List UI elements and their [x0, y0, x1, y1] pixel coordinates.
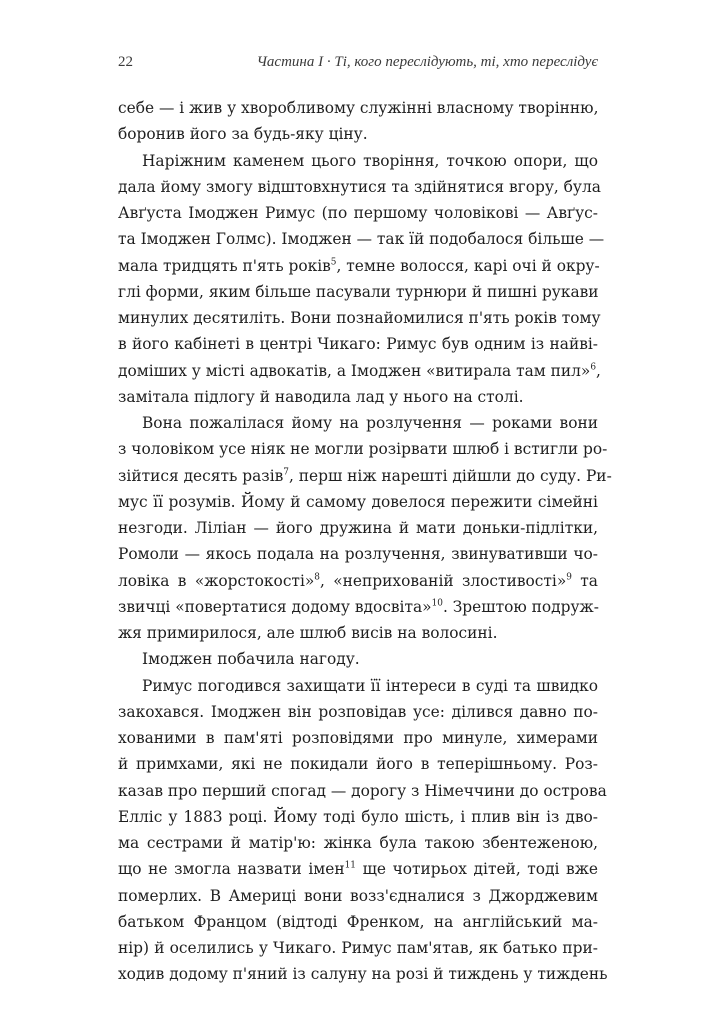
page-number: 22	[118, 54, 133, 70]
line-text: доміших у місті адвокатів, а Імоджен «витирала там пил»	[118, 361, 591, 380]
footnote-ref: 9	[566, 571, 572, 582]
line-text: мала тридцять п'ять років	[118, 256, 331, 275]
text-line	[118, 463, 612, 489]
text-line	[118, 148, 598, 174]
text-line	[118, 174, 601, 200]
line-text: Римус погодився захищати її інтереси в суді та швидко	[142, 676, 598, 695]
line-text: зійтися десять разів	[118, 466, 284, 485]
line-text: ще чотирьох дітей, тоді вже	[355, 860, 598, 879]
line-text: ,	[596, 361, 601, 380]
text-line	[118, 778, 607, 804]
line-text: закохався. Імоджен він розповідав усе: ділився давно по-	[118, 702, 598, 721]
line-text: мус її розумів. Йому й самому довелося пережити сімейні	[118, 492, 598, 511]
footnote-ref: 7	[283, 466, 289, 477]
text-line	[118, 305, 601, 331]
text-line	[118, 699, 598, 725]
text-line	[118, 253, 598, 279]
line-text: ходив додому п'яний із салуну на розі й тиждень у тиждень	[118, 965, 608, 984]
line-text: боронив його за будь-яку ціну.	[118, 125, 368, 144]
text-line	[118, 594, 598, 620]
line-text: Імоджен побачила нагоду.	[142, 650, 360, 669]
text-line	[118, 436, 608, 462]
line-text: померлих. В Америці вони возз'єдналися з Джорджевим	[118, 886, 598, 905]
line-text: Вона пожалілася йому на розлучення — роками вони	[142, 414, 598, 432]
text-line	[118, 725, 598, 751]
line-text: нір) й оселились у Чикаго. Римус пам'ятав, як батько при-	[118, 939, 598, 957]
line-text: замітала підлогу й наводила лад у нього на столі.	[118, 387, 524, 406]
text-line	[118, 673, 598, 699]
line-text: з чоловіком усе ніяк не могли розірвати шлюб і встигли ро-	[118, 440, 608, 459]
line-text: , перш ніж нарешті дійшли до суду. Ри-	[288, 466, 612, 485]
text-line	[118, 331, 598, 357]
line-text: що не змогла назвати імен	[118, 860, 345, 879]
text-line	[118, 279, 598, 305]
line-text: , темне волосся, карі очі й окру-	[336, 256, 600, 275]
line-text: звичці «повертатися додому вдосвіта»	[118, 597, 432, 616]
footnote-ref: 11	[344, 860, 356, 871]
line-text: ма сестрами й матір'ю: жінка була такою збентеженою,	[118, 834, 598, 852]
line-text: незгоди. Ліліан — його дружина й мати доньки-підлітки,	[118, 519, 598, 537]
text-line	[118, 568, 598, 594]
line-text: Ромоли — якось подала на розлучення, звинувативши чо-	[118, 545, 598, 564]
running-head: Частина I · Ті, кого переслідують, ті, хто переслідує	[256, 54, 598, 70]
text-line	[118, 541, 598, 567]
text-line	[118, 384, 598, 410]
page-header	[118, 54, 598, 74]
text-line	[118, 646, 598, 672]
line-text: себе — і жив у хворобливому служінні власному творінню,	[118, 99, 599, 117]
line-text: ловіка в «жорстокості»	[118, 571, 315, 590]
line-text: казав про перший спогад — дорогу з Німеччини до острова	[118, 781, 607, 800]
text-line	[118, 515, 598, 541]
text-line	[118, 200, 598, 226]
footnote-ref: 5	[330, 256, 337, 267]
text-line	[118, 909, 598, 935]
text-line	[118, 751, 598, 777]
text-line	[118, 121, 598, 147]
text-line	[118, 935, 598, 961]
text-line	[118, 830, 598, 856]
line-text: дала йому змогу відштовхнутися та здійнятися вгору, була	[118, 177, 601, 196]
text-line	[118, 620, 598, 646]
line-text: . Зрештою подруж-	[442, 597, 599, 616]
footnote-ref: 10	[431, 598, 443, 609]
text-line	[118, 961, 608, 987]
line-text: Елліс у 1883 році. Йому тоді було шість, і плив він із дво-	[118, 807, 598, 826]
line-text: глі форми, яким більше пасували турнюри й пишні рукави	[118, 282, 599, 301]
line-text: минулих десятиліть. Вони познайомилися п'ять років тому	[118, 309, 601, 327]
footnote-ref: 8	[314, 571, 320, 582]
line-text: та Імоджен Голмс). Імоджен — так їй подобалося більше —	[118, 230, 605, 249]
line-text: батьком Францом (відтоді Френком, на англійський ма-	[118, 912, 598, 931]
line-text: й примхами, які не покидали його в теперішньому. Роз-	[118, 755, 598, 774]
body-text	[118, 95, 612, 988]
text-line	[118, 856, 598, 882]
line-text: в його кабінеті в центрі Чикаго: Римус був одним із найві-	[118, 335, 598, 354]
line-text: Авґуста Імоджен Римус (по першому чоловікові — Авґус-	[118, 204, 598, 222]
line-text: , «неприхованій злостивості»	[319, 571, 567, 590]
footnote-ref: 6	[590, 361, 597, 372]
text-line	[118, 226, 605, 252]
text-line	[118, 410, 598, 436]
line-text: та	[571, 571, 598, 590]
line-text: хованими в пам'яті розповідями про минуле, химерами	[118, 729, 598, 747]
text-line	[118, 804, 598, 830]
text-line	[118, 95, 598, 121]
line-text: жя примирилося, але шлюб висів на волосині.	[118, 624, 498, 642]
text-line	[118, 489, 598, 515]
text-line	[118, 883, 598, 909]
line-text: Наріжним каменем цього творіння, точкою опори, що	[142, 151, 598, 170]
text-line	[118, 358, 601, 384]
